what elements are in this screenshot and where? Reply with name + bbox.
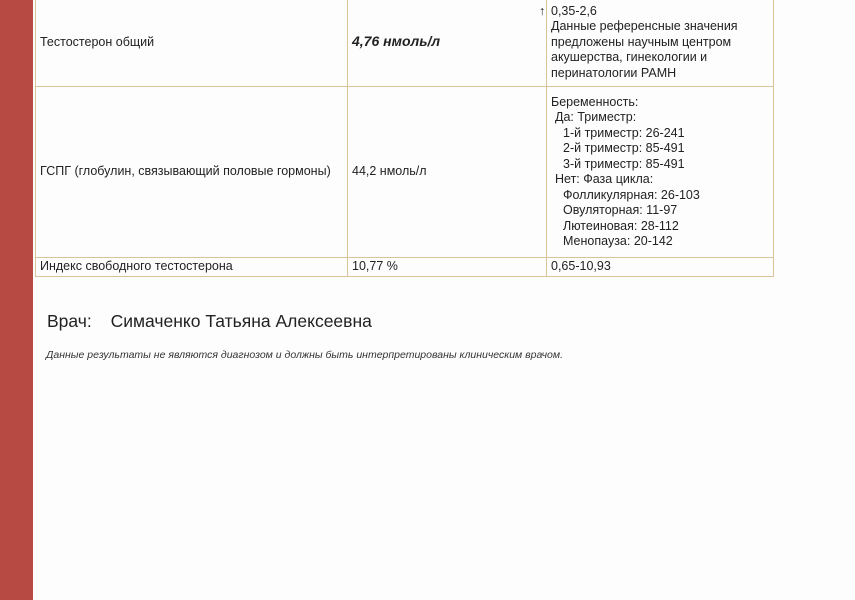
reference-line: 3-й триместр: 85-491 [563, 156, 685, 171]
doctor-name: Симаченко Татьяна Алексеевна [110, 311, 372, 331]
left-side-bar [0, 0, 33, 600]
disclaimer-text: Данные результаты не являются диагнозом и должны быть интерпретированы клиническим врачом. [46, 349, 564, 361]
doctor-label: Врач: [47, 311, 92, 331]
reference-line: 2-й триместр: 85-491 [563, 141, 685, 155]
test-value: 10,77 % [348, 258, 547, 277]
reference-line: ↑ 0,35-2,6 [539, 3, 597, 18]
reference-line: перинатологии РАМН [551, 65, 677, 80]
reference-range [547, 258, 774, 277]
test-name: Индекс свободного тестостерона [36, 258, 348, 277]
document-page [33, 0, 855, 600]
reference-line: Овуляторная: 11-97 [563, 203, 678, 217]
reference-line: Нет: Фаза цикла: [555, 172, 654, 186]
reference-line: акушерства, гинекологии и [551, 50, 708, 65]
table-row-shbg [36, 87, 774, 258]
doctor-line [47, 311, 372, 332]
test-value [348, 0, 547, 87]
reference-line: 0,65-10,93 [551, 259, 611, 274]
test-value-text: 4,76 нмоль/л [352, 33, 441, 50]
reference-line: предложены научным центром [551, 34, 732, 49]
reference-line: Беременность: [551, 94, 639, 109]
arrow-up-icon: ↑ [539, 3, 546, 18]
reference-line: Данные референсные значения [551, 19, 738, 34]
table-row-testosterone [36, 0, 774, 87]
results-table [35, 0, 774, 277]
table-row-free-testosterone-index [36, 258, 774, 277]
reference-range [539, 0, 774, 87]
reference-line: Менопауза: 20-142 [563, 234, 673, 248]
test-value: 44,2 нмоль/л [348, 87, 547, 258]
reference-line: Да: Триместр: [555, 110, 637, 124]
test-name: Тестостерон общий [36, 0, 348, 87]
reference-line: 1-й триместр: 26-241 [563, 125, 685, 140]
reference-line: Лютеиновая: 28-112 [563, 218, 679, 233]
reference-line: Фолликулярная: 26-103 [563, 187, 700, 202]
reference-range [547, 87, 774, 258]
test-name: ГСПГ (глобулин, связывающий половые гормоны) [36, 87, 348, 258]
